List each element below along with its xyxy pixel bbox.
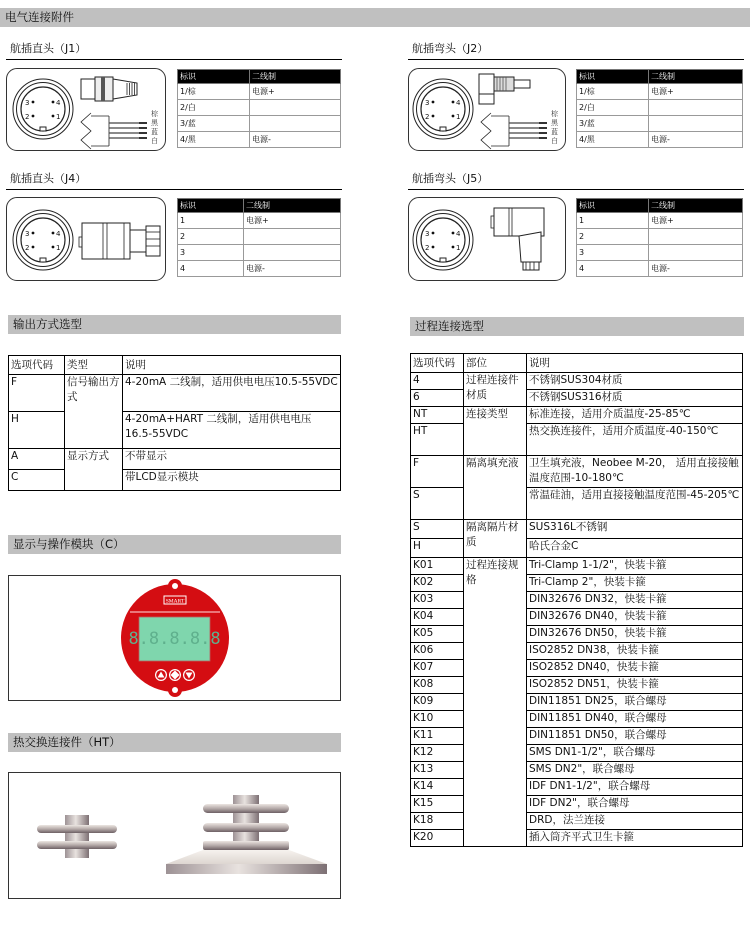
- pin-id: 4: [178, 261, 244, 277]
- option-desc: IDF DN2"，联合螺母: [527, 796, 743, 813]
- pin-header-id: 标识: [178, 70, 250, 84]
- pin-table-j1: [177, 69, 341, 148]
- option-desc: 不锈钢SUS316材质: [527, 390, 743, 407]
- pin-function: 电源+: [649, 84, 743, 100]
- header-type: 类型: [65, 356, 123, 375]
- table-row: [411, 762, 743, 779]
- pin-id: 1: [577, 213, 649, 229]
- option-code: K01: [411, 558, 464, 575]
- pin-id: 4/黑: [577, 132, 649, 148]
- wire-color-label: 蓝: [551, 128, 558, 136]
- table-row: [178, 84, 341, 100]
- connector-title: 航插弯头（J2）: [408, 40, 744, 60]
- table-row: [577, 132, 743, 148]
- option-code: K11: [411, 728, 464, 745]
- option-desc: DIN11851 DN25，联合螺母: [527, 694, 743, 711]
- table-row: [577, 229, 743, 245]
- table-row: [411, 643, 743, 660]
- pin-function: [250, 100, 341, 116]
- pin-number: 4: [456, 99, 461, 107]
- option-code: S: [411, 520, 464, 539]
- option-desc: 4-20mA 二线制，适用供电电压10.5-55VDC: [123, 375, 341, 412]
- pin-number: 2: [25, 244, 30, 252]
- option-desc: 不锈钢SUS304材质: [527, 373, 743, 390]
- pin-id: 1/棕: [577, 84, 649, 100]
- pin-table-j2: [576, 69, 743, 148]
- header-desc: 说明: [123, 356, 341, 375]
- connector-title: 航插直头（J1）: [6, 40, 342, 60]
- display-module-image: [8, 575, 341, 701]
- option-code: F: [411, 456, 464, 488]
- pin-table-j4: [177, 198, 341, 277]
- table-row: [577, 245, 743, 261]
- connector-title: 航插弯头（J5）: [408, 170, 744, 190]
- table-row: [411, 796, 743, 813]
- header-part: 部位: [464, 354, 527, 373]
- option-desc: IDF DN1-1/2"，联合螺母: [527, 779, 743, 796]
- table-row: [411, 626, 743, 643]
- pin-id: 1: [178, 213, 244, 229]
- connector-diagram-j5: [408, 197, 566, 281]
- option-code: 4: [411, 373, 464, 390]
- option-desc: Tri-Clamp 1-1/2"，快装卡箍: [527, 558, 743, 575]
- pin-face-icon: [413, 210, 473, 270]
- angled-connector-icon: [409, 198, 567, 282]
- wire-color-label: 黑: [551, 119, 558, 127]
- pin-id: 2/白: [577, 100, 649, 116]
- connector-block-j2: [408, 40, 744, 145]
- pin-function: 电源+: [649, 213, 743, 229]
- table-row: [577, 84, 743, 100]
- process-connection-table: [410, 353, 743, 847]
- table-row: [411, 745, 743, 762]
- pin-number: 3: [25, 99, 30, 107]
- option-code: K07: [411, 660, 464, 677]
- section-bar-electrical: [0, 8, 750, 27]
- lcd-digits: 8.8.8.8.8: [128, 629, 221, 649]
- pin-function: [244, 229, 341, 245]
- large-heat-exchanger: [166, 795, 327, 874]
- option-part: 连接类型: [464, 407, 527, 456]
- pin-id: 4/黑: [178, 132, 250, 148]
- pin-header-id: 标识: [577, 199, 649, 213]
- table-row: [411, 558, 743, 575]
- option-part: 过程连接规格: [464, 558, 527, 847]
- pin-number: 3: [425, 99, 430, 107]
- option-code: H: [411, 539, 464, 558]
- option-desc: DIN32676 DN50，快装卡箍: [527, 626, 743, 643]
- option-desc: ISO2852 DN40，快装卡箍: [527, 660, 743, 677]
- option-part: 过程连接件材质: [464, 373, 527, 407]
- straight-plug-icon: [81, 77, 137, 101]
- table-row: [178, 116, 341, 132]
- svg-text:SMART: SMART: [165, 598, 185, 605]
- pin-function: [649, 229, 743, 245]
- pin-function: 电源+: [250, 84, 341, 100]
- option-desc: DIN32676 DN40，快装卡箍: [527, 609, 743, 626]
- table-row: [577, 116, 743, 132]
- table-row: [411, 407, 743, 424]
- table-row: [411, 539, 743, 558]
- angled-connector-with-wires-icon: [409, 69, 567, 152]
- wire-bundle-icon: [81, 109, 159, 149]
- pin-id: 1/棕: [178, 84, 250, 100]
- option-desc: DIN11851 DN40，联合螺母: [527, 711, 743, 728]
- heat-exchange-image: [8, 772, 341, 899]
- pin-function: [649, 116, 743, 132]
- connector-diagram-j1: [6, 68, 166, 151]
- pin-id: 4: [577, 261, 649, 277]
- pin-number: 2: [425, 244, 430, 252]
- angled-plug-icon: [491, 208, 544, 270]
- option-code: C: [9, 470, 65, 491]
- output-selection-table: [8, 355, 341, 491]
- wire-color-label: 棕: [551, 110, 558, 118]
- table-row: [411, 488, 743, 520]
- pin-number: 3: [25, 230, 30, 238]
- table-row: [411, 677, 743, 694]
- pin-id: 3/蓝: [178, 116, 250, 132]
- option-desc: DIN11851 DN50，联合螺母: [527, 728, 743, 745]
- table-row: [411, 660, 743, 677]
- mount-hole-icon: [172, 583, 178, 589]
- wire-color-label: 蓝: [151, 128, 158, 136]
- option-desc: DRD，法兰连接: [527, 813, 743, 830]
- table-row: [411, 813, 743, 830]
- table-row: [178, 261, 341, 277]
- table-row: [9, 375, 341, 412]
- table-row: [9, 449, 341, 470]
- pin-function: 电源-: [250, 132, 341, 148]
- table-row: [577, 100, 743, 116]
- pin-function: [244, 245, 341, 261]
- section-title: 电气连接附件: [5, 10, 74, 24]
- pin-header-id: 标识: [178, 199, 244, 213]
- section-title: 过程连接选型: [415, 319, 484, 333]
- option-desc: SMS DN1-1/2"，联合螺母: [527, 745, 743, 762]
- option-code: K04: [411, 609, 464, 626]
- table-row: [9, 412, 341, 449]
- option-desc: 常温硅油，适用直接接触温度范围-45-205℃: [527, 488, 743, 520]
- wire-color-label: 黑: [151, 119, 158, 127]
- section-bar-heat-exchange: [8, 733, 341, 752]
- table-row: [577, 213, 743, 229]
- option-code: K13: [411, 762, 464, 779]
- connector-block-j4: [6, 170, 342, 273]
- pin-function: 电源-: [649, 132, 743, 148]
- option-code: NT: [411, 407, 464, 424]
- pin-header-mode: 二线制: [649, 70, 743, 84]
- table-row: [577, 261, 743, 277]
- section-bar-output: [8, 315, 341, 334]
- header-desc: 说明: [527, 354, 743, 373]
- table-row: [411, 390, 743, 407]
- option-code: K03: [411, 592, 464, 609]
- option-part: 隔离隔片材质: [464, 520, 527, 558]
- pin-function: [250, 116, 341, 132]
- pin-table-j5: [576, 198, 743, 277]
- option-code: K05: [411, 626, 464, 643]
- section-bar-display: [8, 535, 341, 554]
- option-desc: 不带显示: [123, 449, 341, 470]
- table-row: [411, 592, 743, 609]
- pin-id: 3: [577, 245, 649, 261]
- straight-connector-with-wires-icon: [7, 69, 167, 152]
- pin-id: 2: [577, 229, 649, 245]
- option-desc: 哈氏合金C: [527, 539, 743, 558]
- option-code: K10: [411, 711, 464, 728]
- pin-header-mode: 二线制: [244, 199, 341, 213]
- mount-hole-icon: [172, 687, 178, 693]
- display-module-illustration: [9, 576, 340, 700]
- wire-color-label: 白: [551, 137, 558, 145]
- pin-number: 1: [456, 113, 461, 121]
- connector-title: 航插直头（J4）: [6, 170, 342, 190]
- pin-number: 2: [425, 113, 430, 121]
- pin-number: 4: [456, 230, 461, 238]
- connector-block-j5: [408, 170, 744, 273]
- pin-number: 2: [25, 113, 30, 121]
- pin-function: 电源-: [649, 261, 743, 277]
- connector-diagram-j4: [6, 197, 166, 281]
- pin-face-icon: [13, 79, 73, 139]
- table-row: [178, 100, 341, 116]
- table-row: [411, 456, 743, 488]
- pin-header-mode: 二线制: [649, 199, 743, 213]
- table-row: [411, 520, 743, 539]
- option-desc: 4-20mA+HART 二线制，适用供电电压16.5-55VDC: [123, 412, 341, 449]
- wire-color-label: 棕: [151, 110, 158, 118]
- option-code: K15: [411, 796, 464, 813]
- table-row: [411, 779, 743, 796]
- option-code: K12: [411, 745, 464, 762]
- option-desc: ISO2852 DN38，快装卡箍: [527, 643, 743, 660]
- table-row: [411, 694, 743, 711]
- option-desc: SMS DN2"，联合螺母: [527, 762, 743, 779]
- option-code: K06: [411, 643, 464, 660]
- table-row: [178, 213, 341, 229]
- table-row: [411, 728, 743, 745]
- header-code: 选项代码: [9, 356, 65, 375]
- option-code: K09: [411, 694, 464, 711]
- pin-number: 1: [56, 113, 61, 121]
- pin-number: 3: [425, 230, 430, 238]
- option-code: 6: [411, 390, 464, 407]
- option-desc: 插入筒齐平式卫生卡箍: [527, 830, 743, 847]
- pin-number: 1: [456, 244, 461, 252]
- pin-id: 2: [178, 229, 244, 245]
- option-desc: 标准连接，适用介质温度-25-85℃: [527, 407, 743, 424]
- angled-plug-icon: [479, 74, 530, 104]
- option-desc: Tri-Clamp 2"，快装卡箍: [527, 575, 743, 592]
- table-row: [411, 609, 743, 626]
- table-row: [411, 373, 743, 390]
- table-row: [178, 245, 341, 261]
- small-heat-exchanger: [37, 815, 117, 858]
- option-desc: ISO2852 DN51，快装卡箍: [527, 677, 743, 694]
- option-code: K20: [411, 830, 464, 847]
- table-row: [411, 575, 743, 592]
- header-code: 选项代码: [411, 354, 464, 373]
- table-row: [411, 711, 743, 728]
- option-code: K14: [411, 779, 464, 796]
- pin-face-icon: [13, 210, 73, 270]
- option-code: A: [9, 449, 65, 470]
- pin-id: 2/白: [178, 100, 250, 116]
- option-code: K08: [411, 677, 464, 694]
- table-row: [178, 229, 341, 245]
- wire-color-label: 白: [151, 137, 158, 145]
- connector-block-j1: [6, 40, 342, 145]
- pin-id: 3/蓝: [577, 116, 649, 132]
- option-code: H: [9, 412, 65, 449]
- connector-diagram-j2: [408, 68, 566, 151]
- pin-header-mode: 二线制: [250, 70, 341, 84]
- option-desc: 热交换连接件，适用介质温度-40-150℃: [527, 424, 743, 456]
- straight-plug-icon: [79, 223, 160, 259]
- straight-connector-icon: [7, 198, 167, 282]
- pin-function: [649, 100, 743, 116]
- option-code: K18: [411, 813, 464, 830]
- pin-function: [649, 245, 743, 261]
- table-row: [9, 470, 341, 491]
- section-title: 显示与操作模块（C）: [13, 537, 125, 551]
- pin-number: 1: [56, 244, 61, 252]
- section-bar-process: [410, 317, 744, 336]
- option-desc: SUS316L不锈钢: [527, 520, 743, 539]
- heat-exchange-illustration: [9, 773, 340, 898]
- pin-id: 3: [178, 245, 244, 261]
- option-code: K02: [411, 575, 464, 592]
- option-desc: 卫生填充液，Neobee M-20， 适用直接接触温度范围-10-180℃: [527, 456, 743, 488]
- wire-bundle-icon: [481, 109, 559, 149]
- section-title: 输出方式选型: [13, 317, 82, 331]
- table-row: [411, 830, 743, 847]
- option-desc: DIN32676 DN32，快装卡箍: [527, 592, 743, 609]
- pin-function: 电源-: [244, 261, 341, 277]
- section-title: 热交换连接件（HT）: [13, 735, 121, 749]
- down-button[interactable]: [183, 669, 195, 681]
- option-code: S: [411, 488, 464, 520]
- option-desc: 带LCD显示模块: [123, 470, 341, 491]
- pin-face-icon: [413, 79, 473, 139]
- up-button[interactable]: [155, 669, 167, 681]
- table-row: [411, 424, 743, 456]
- option-code: F: [9, 375, 65, 412]
- pin-number: 4: [56, 99, 61, 107]
- pin-function: 电源+: [244, 213, 341, 229]
- table-row: [178, 132, 341, 148]
- option-type: 信号输出方式: [65, 375, 123, 449]
- pin-header-id: 标识: [577, 70, 649, 84]
- option-type: 显示方式: [65, 449, 123, 491]
- enter-button[interactable]: [169, 669, 181, 681]
- option-part: 隔离填充液: [464, 456, 527, 520]
- option-code: HT: [411, 424, 464, 456]
- pin-number: 4: [56, 230, 61, 238]
